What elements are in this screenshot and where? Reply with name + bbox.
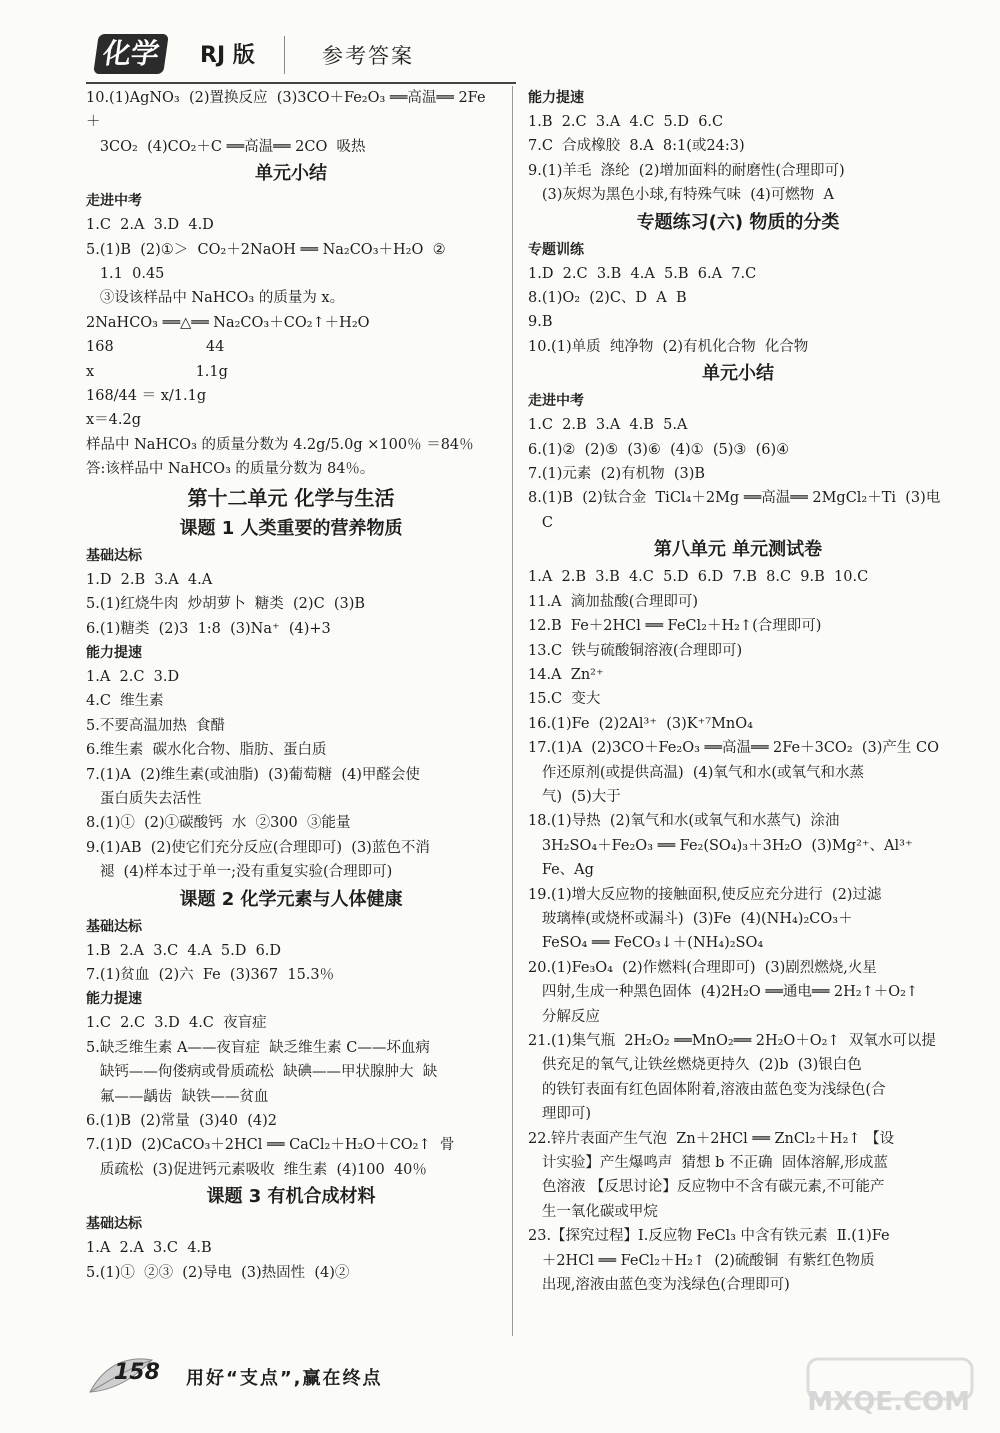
answer-line: 12.B Fe＋2HCl ══ FeCl₂＋H₂↑(合理即可) — [528, 618, 822, 635]
answer-line: 7.C 合成橡胶 8.A 8:1(或24:3) — [528, 138, 745, 155]
page-header — [86, 30, 516, 82]
answer-line: 5.(1)红烧牛肉 炒胡萝卜 糖类 (2)C (3)B — [86, 596, 366, 613]
page-number: 158 — [114, 1360, 160, 1385]
page-title: 参考答案 — [322, 44, 414, 68]
answer-line: 2NaHCO₃ ══△══ Na₂CO₃＋CO₂↑＋H₂O — [86, 314, 370, 331]
answer-line: 1.A 2.A 3.C 4.B — [86, 1240, 212, 1257]
answer-line: 8.(1)O₂ (2)C、D A B — [528, 290, 687, 307]
answer-line: FeSO₄ ══ FeCO₃↓＋(NH₄)₂SO₄ — [528, 935, 764, 952]
answer-line: 19.(1)增大反应物的接触面积,使反应充分进行 (2)过滤 — [528, 886, 882, 903]
answer-line: 7.(1)贫血 (2)六 Fe (3)367 15.3％ — [86, 966, 335, 983]
answer-line: 8.(1)① (2)①碳酸钙 水 ②300 ③能量 — [86, 815, 351, 832]
subject-logo: 化学 — [93, 34, 169, 74]
answer-line: 四射,生成一种黑色固体 (4)2H₂O ══通电══ 2H₂↑＋O₂↑ — [528, 984, 919, 1001]
answer-line: 20.(1)Fe₃O₄ (2)作燃料(合理即可) (3)剧烈燃烧,火星 — [528, 959, 877, 976]
answer-line: 出现,溶液由蓝色变为浅绿色(合理即可) — [528, 1277, 790, 1294]
section-heading: 专题练习(六) 物质的分类 — [636, 211, 840, 233]
header-rule — [86, 82, 516, 84]
section-label: 能力提速 — [86, 991, 142, 1008]
answer-line: 5.(1)① ②③ (2)导电 (3)热固性 (4)② — [86, 1264, 350, 1281]
section-heading: 第十二单元 化学与生活 — [187, 485, 395, 510]
section-label: 能力提速 — [528, 90, 584, 106]
answer-line: 蛋白质失去活性 — [86, 790, 202, 807]
answer-line: 1.C 2.B 3.A 4.B 5.A — [528, 417, 688, 434]
answer-line: 23.【探究过程】Ⅰ.反应物 FeCl₃ 中含有铁元素 Ⅱ.(1)Fe — [528, 1228, 890, 1245]
answer-line: 玻璃棒(或烧杯或漏斗) (3)Fe (4)(NH₄)₂CO₃＋ — [528, 910, 853, 927]
section-label: 走进中考 — [86, 193, 142, 210]
section-heading: 课题 2 化学元素与人体健康 — [179, 888, 403, 910]
answer-line: 缺钙——佝偻病或骨质疏松 缺碘——甲状腺肿大 缺 — [86, 1064, 438, 1081]
answer-line: x＝4.2g — [86, 412, 142, 429]
answer-line: 7.(1)元素 (2)有机物 (3)B — [528, 466, 706, 483]
answer-line: 1.D 2.C 3.B 4.A 5.B 6.A 7.C — [528, 265, 757, 282]
column-divider — [512, 86, 513, 1336]
answer-line: 气) (5)大于 — [528, 788, 621, 805]
watermark-text: MXQE.COM — [807, 1387, 970, 1417]
section-heading: 课题 3 有机合成材料 — [206, 1186, 376, 1208]
section-label: 基础达标 — [86, 1216, 142, 1233]
answer-line: 1.A 2.B 3.B 4.C 5.D 6.D 7.B 8.C 9.B 10.C — [528, 569, 869, 586]
answer-line: 褪 (4)样本过于单一;没有重复实验(合理即可) — [86, 864, 393, 881]
answer-line: 质疏松 (3)促进钙元素吸收 维生素 (4)100 40％ — [86, 1161, 427, 1178]
answer-line: ＋2HCl ══ FeCl₂＋H₂↑ (2)硫酸铜 有紫红色物质 — [528, 1252, 875, 1269]
answer-line: C — [528, 514, 553, 531]
answer-line: 9.B — [528, 314, 553, 331]
answer-line: 计实验】产生爆鸣声 猜想 b 不正确 固体溶解,形成蓝 — [528, 1155, 888, 1172]
answer-line: 7.(1)D (2)CaCO₃＋2HCl ══ CaCl₂＋H₂O＋CO₂↑ 骨 — [86, 1137, 455, 1154]
answer-line: 理即可) — [528, 1106, 591, 1123]
answer-line: 的铁钉表面有红色固体附着,溶液由蓝色变为浅绿色(合 — [528, 1081, 886, 1098]
answer-line: 样品中 NaHCO₃ 的质量分数为 4.2g/5.0g ×100％ ＝84％ — [86, 436, 474, 453]
answer-line: 22.锌片表面产生气泡 Zn＋2HCl ══ ZnCl₂＋H₂↑ 【设 — [528, 1130, 895, 1147]
section-label: 基础达标 — [86, 547, 142, 564]
answer-line: 13.C 铁与硫酸铜溶液(合理即可) — [528, 642, 743, 659]
answer-line: Fe、Ag — [528, 862, 594, 879]
answer-line: 16.(1)Fe (2)2Al³⁺ (3)K⁺⁷MnO₄ — [528, 715, 753, 732]
answer-line: 作还原剂(或提供高温) (4)氧气和水(或氧气和水蒸 — [528, 764, 865, 781]
page-footer — [86, 1352, 496, 1402]
section-heading: 单元小结 — [702, 363, 774, 385]
section-label: 能力提速 — [86, 644, 142, 661]
answer-line: 6.(1)糖类 (2)3 1:8 (3)Na⁺ (4)+3 — [86, 620, 331, 637]
section-label: 基础达标 — [86, 918, 142, 935]
answer-line: 色溶液 【反思讨论】反应物中不含有碳元素,不可能产 — [528, 1179, 885, 1196]
edition-label: RJ 版 — [200, 43, 255, 68]
answer-line: 1.B 2.A 3.C 4.A 5.D 6.D — [86, 942, 282, 959]
answer-line: 氟——龋齿 缺铁——贫血 — [86, 1088, 269, 1105]
answer-line: 21.(1)集气瓶 2H₂O₂ ══MnO₂══ 2H₂O＋O₂↑ 双氧水可以提 — [528, 1033, 936, 1049]
answer-line: 168 44 — [86, 339, 225, 356]
answer-line: 6.(1)B (2)常量 (3)40 (4)2 — [86, 1113, 277, 1129]
answer-line: 6.(1)② (2)⑤ (3)⑥ (4)① (5)③ (6)④ — [528, 441, 790, 458]
answer-line: 11.A 滴加盐酸(合理即可) — [528, 593, 699, 610]
answer-line: 1.B 2.C 3.A 4.C 5.D 6.C — [528, 114, 724, 130]
answer-line: 答:该样品中 NaHCO₃ 的质量分数为 84％。 — [86, 461, 375, 478]
answer-line: 分解反应 — [528, 1008, 600, 1025]
answer-line: 1.D 2.B 3.A 4.A — [86, 571, 213, 588]
answer-line: 8.(1)B (2)钛合金 TiCl₄＋2Mg ══高温══ 2MgCl₂＋Ti (3)电 — [528, 490, 941, 507]
answer-line: 9.(1)羊毛 涤纶 (2)增加面料的耐磨性(合理即可) — [528, 162, 845, 179]
section-label: 专题训练 — [528, 241, 584, 258]
watermark — [800, 1355, 980, 1425]
section-label: 走进中考 — [528, 393, 584, 410]
answer-line: 1.C 2.A 3.D 4.D — [86, 217, 214, 234]
answer-line: 15.C 变大 — [528, 691, 601, 708]
answer-line: 14.A Zn²⁺ — [528, 666, 604, 683]
header-divider — [284, 36, 285, 74]
left-column — [86, 86, 496, 1285]
answer-line: 4.C 维生素 — [86, 693, 164, 710]
answer-line: 生一氧化碳或甲烷 — [528, 1203, 658, 1220]
section-heading: 第八单元 单元测试卷 — [653, 539, 823, 561]
answer-line: 1.A 2.C 3.D — [86, 668, 180, 685]
answer-line: 5.缺乏维生素 A——夜盲症 缺乏维生素 C——坏血病 — [86, 1039, 430, 1056]
answer-line: 3CO₂ (4)CO₂＋C ══高温══ 2CO 吸热 — [86, 138, 366, 155]
answer-line: 5.不要高温加热 食醋 — [86, 717, 226, 734]
answer-line: 5.(1)B (2)①＞ CO₂＋2NaOH ══ Na₂CO₃＋H₂O ② — [86, 241, 446, 258]
answer-line: 1.1 0.45 — [86, 266, 165, 283]
answer-line: 18.(1)导热 (2)氧气和水(或氧气和水蒸气) 涂油 — [528, 813, 840, 830]
right-column — [528, 86, 948, 1297]
answer-line: 168/44 ＝ x/1.1g — [86, 388, 207, 405]
section-heading: 课题 1 人类重要的营养物质 — [179, 517, 403, 539]
answer-line: 17.(1)A (2)3CO＋Fe₂O₃ ══高温══ 2Fe＋3CO₂ (3)产生 CO — [528, 740, 939, 757]
section-heading: 单元小结 — [255, 163, 327, 185]
answer-line: 10.(1)单质 纯净物 (2)有机化合物 化合物 — [528, 338, 809, 355]
answer-line: (3)灰烬为黑色小球,有特殊气味 (4)可燃物 A — [528, 187, 834, 204]
answer-line: 7.(1)A (2)维生素(或油脂) (3)葡萄糖 (4)甲醛会使 — [86, 766, 420, 783]
answer-line: 3H₂SO₄＋Fe₂O₃ ══ Fe₂(SO₄)₃＋3H₂O (3)Mg²⁺、Al³⁺ — [528, 837, 913, 854]
answer-line: 10.(1)AgNO₃ (2)置换反应 (3)3CO＋Fe₂O₃ ══高温══ 2Fe＋ — [86, 90, 486, 131]
answer-line: 供充足的氧气,让铁丝燃烧更持久 (2)b (3)银白色 — [528, 1057, 862, 1074]
answer-line: 1.C 2.C 3.D 4.C 夜盲症 — [86, 1015, 267, 1032]
answer-line: 6.维生素 碳水化合物、脂肪、蛋白质 — [86, 742, 327, 759]
footer-slogan: 用好“支点”,赢在终点 — [186, 1368, 383, 1389]
answer-line: 9.(1)AB (2)使它们充分反应(合理即可) (3)蓝色不消 — [86, 839, 430, 856]
answer-line: ③设该样品中 NaHCO₃ 的质量为 x。 — [86, 290, 345, 307]
answer-line: x 1.1g — [86, 363, 228, 380]
